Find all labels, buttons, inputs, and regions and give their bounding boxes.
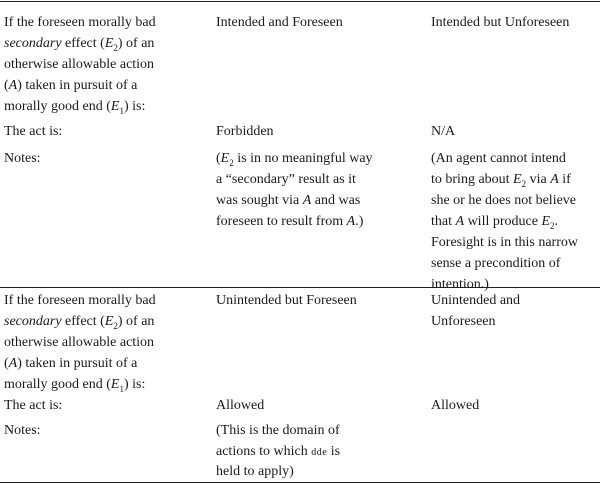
note-col2-line-3: was sought via A and was — [216, 193, 361, 208]
act2-value-allowed-col3: Allowed — [431, 398, 480, 413]
act-value-na: N/A — [431, 124, 456, 139]
header-unintended-and-unforeseen-line-1: Unintended and — [431, 293, 521, 308]
middle-rule — [0, 287, 600, 288]
condition2-line-2: secondary effect $(E_2)$ of an — [4, 314, 155, 331]
note2-col2-line-3: held to apply) — [216, 464, 294, 479]
dde-abbreviation: dde — [311, 447, 328, 458]
act2-value-allowed-col2: Allowed — [216, 398, 265, 413]
note-col3-line-3: she or he does not believe — [431, 193, 577, 208]
notes2-label: Notes: — [4, 423, 41, 438]
condition-line-5: morally good end $(E_1)$ is: — [4, 99, 146, 116]
act-value-forbidden: Forbidden — [216, 124, 274, 139]
note-col3-line-4: that A will produce $E_2$. — [431, 214, 558, 231]
note-col3-line-1: (An agent cannot intend — [431, 151, 566, 166]
header-intended-and-foreseen: Intended and Foreseen — [216, 15, 343, 30]
condition2-line-3: otherwise allowable action — [4, 335, 155, 350]
note-col2-line-1: ($E_2$ is in no meaningful way — [216, 151, 373, 168]
condition-line-4: (A) taken in pursuit of a — [4, 78, 138, 93]
note2-col2-line-1: (This is the domain of — [216, 423, 340, 438]
note-col3-line-6: sense a precondition of — [431, 256, 561, 271]
condition2-line-5: morally good end $(E_1)$ is: — [4, 377, 146, 394]
header-intended-but-unforeseen: Intended but Unforeseen — [431, 15, 570, 30]
condition-line-1: If the foreseen morally bad — [4, 15, 156, 30]
note2-col2-line-2: actions to which dde is — [216, 444, 341, 459]
act2-label: The act is: — [4, 398, 63, 413]
note-col3-line-2: to bring about $E_2$ via A if — [431, 172, 571, 189]
condition2-line-4: (A) taken in pursuit of a — [4, 356, 138, 371]
header-unintended-and-unforeseen-line-2: Unforeseen — [431, 314, 496, 329]
notes-label: Notes: — [4, 151, 41, 166]
condition-line-2: secondary effect $(E_2)$ of an — [4, 36, 155, 53]
header-unintended-but-foreseen: Unintended but Foreseen — [216, 293, 357, 308]
bottom-rule — [0, 482, 600, 483]
note-col2-line-4: foreseen to result from A.) — [216, 214, 364, 229]
top-rule — [0, 1, 600, 2]
condition2-line-1: If the foreseen morally bad — [4, 293, 156, 308]
note-col3-line-5: Foresight is in this narrow — [431, 235, 578, 250]
note-col2-line-2: a “secondary” result as it — [216, 172, 356, 187]
condition-line-3: otherwise allowable action — [4, 57, 155, 72]
note-col3-line-7: intention.) — [431, 277, 489, 292]
act-label: The act is: — [4, 124, 63, 139]
